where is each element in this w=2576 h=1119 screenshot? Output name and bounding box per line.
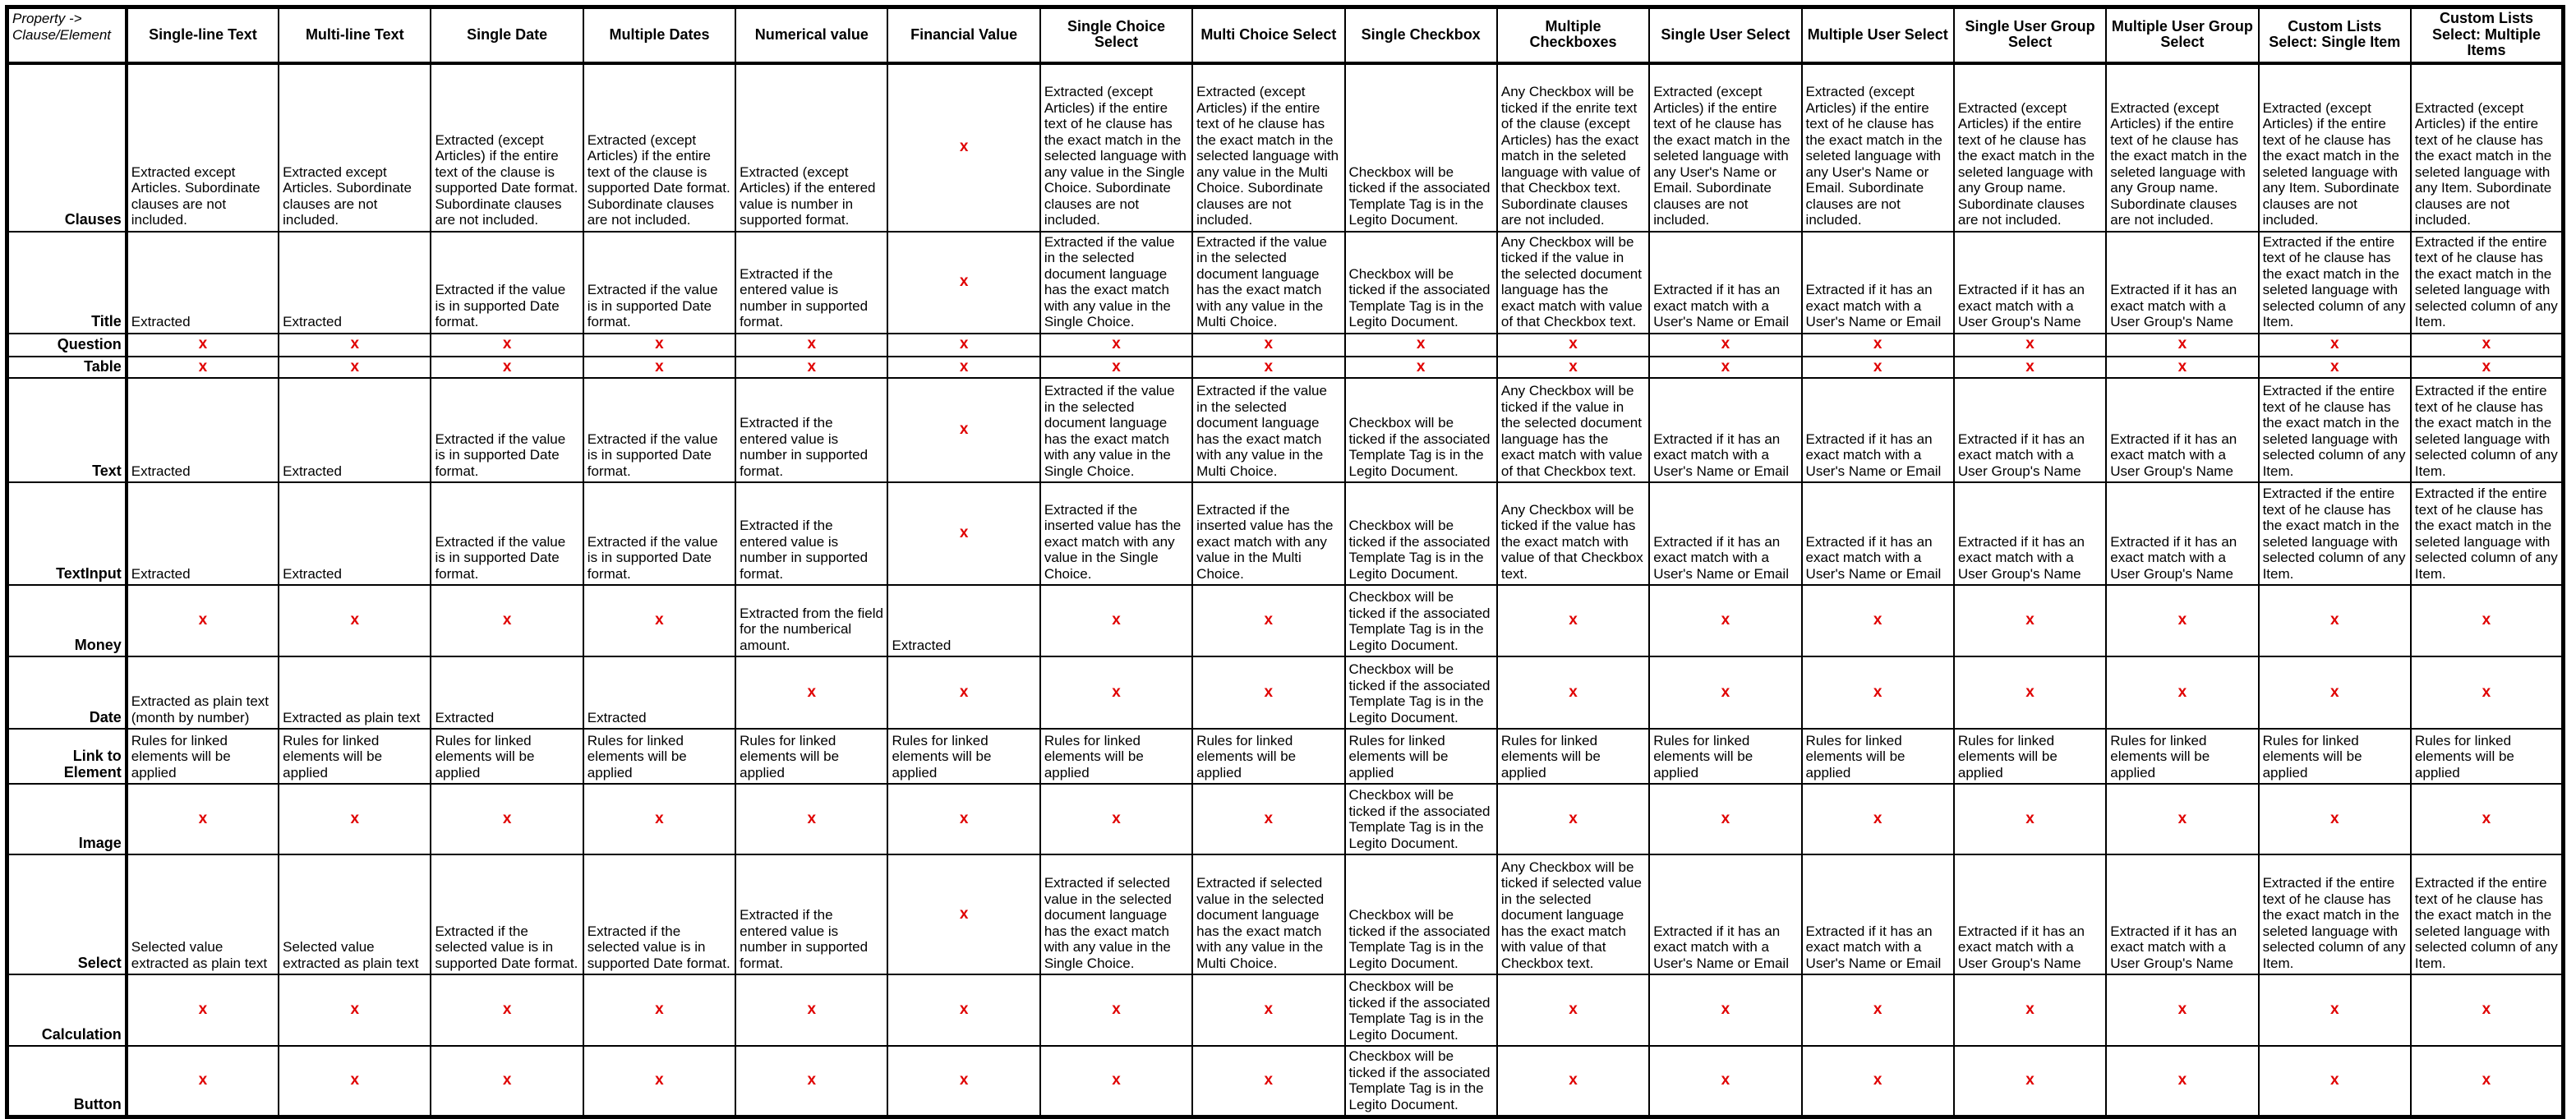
table-cell: Extracted if the entire text of he clause has the exact match in the seleted language with selected column of any Item. <box>2411 378 2564 482</box>
table-cell: Extracted (except Articles) if the entire text of he clause has the exact match in the seleted language with any Item. Subordinate clauses are not included. <box>2259 63 2411 232</box>
column-header: Single-line Text <box>127 7 279 63</box>
table-cell: Extracted (except Articles) if the entire text of he clause has the exact match in the selected language with any value in the Multi Choice. Subordinate clauses are not included. <box>1192 63 1344 232</box>
table-cell: Extracted (except Articles) if the entire text of he clause has the exact match in the seleted language with any Group name. Subordinate clauses are not included. <box>2106 63 2258 232</box>
not-supported-mark: x <box>2106 656 2258 729</box>
column-header: Multi Choice Select <box>1192 7 1344 63</box>
row-header: Select <box>7 854 127 974</box>
table-cell: Extracted if the value is in supported Date format. <box>583 482 735 585</box>
not-supported-mark: x <box>127 585 279 656</box>
not-supported-mark: x <box>431 1046 583 1117</box>
table-cell: Extracted <box>127 482 279 585</box>
table-cell: Checkbox will be ticked if the associated Template Tag is in the Legito Document. <box>1345 378 1497 482</box>
table-cell: Rules for linked elements will be applied <box>1192 729 1344 784</box>
table-cell: Extracted <box>887 585 1039 656</box>
table-cell: Checkbox will be ticked if the associated Template Tag is in the Legito Document. <box>1345 784 1497 854</box>
not-supported-mark: x <box>1497 656 1649 729</box>
not-supported-mark: x <box>1649 585 1801 656</box>
not-supported-mark: x <box>2106 784 2258 854</box>
table-cell: Extracted if it has an exact match with a User's Name or Email <box>1802 482 1954 585</box>
table-cell: Checkbox will be ticked if the associated Template Tag is in the Legito Document. <box>1345 482 1497 585</box>
table-cell: Extracted (except Articles) if the entered value is number in supported format. <box>735 63 887 232</box>
column-header: Multiple Checkboxes <box>1497 7 1649 63</box>
not-supported-mark: x <box>1040 334 1192 357</box>
table-cell: Extracted if the entire text of he clause has the exact match in the seleted language with selected column of any Item. <box>2411 482 2564 585</box>
table-cell: Rules for linked elements will be applied <box>1954 729 2106 784</box>
not-supported-mark: x <box>2411 585 2564 656</box>
not-supported-mark: x <box>583 784 735 854</box>
table-row <box>7 784 2564 854</box>
table-row <box>7 1046 2564 1117</box>
not-supported-mark: x <box>887 357 1039 379</box>
table-cell: Any Checkbox will be ticked if the value in the selected document language has the exact match with value of that Checkbox text. <box>1497 232 1649 334</box>
table-cell: Rules for linked elements will be applied <box>127 729 279 784</box>
table-cell: Extracted <box>431 656 583 729</box>
table-cell: Selected value extracted as plain text <box>279 854 431 974</box>
not-supported-mark: x <box>2259 974 2411 1046</box>
not-supported-mark: x <box>431 357 583 379</box>
not-supported-mark: x <box>127 1046 279 1117</box>
column-header: Single User Group Select <box>1954 7 2106 63</box>
not-supported-mark: x <box>127 784 279 854</box>
table-cell: Rules for linked elements will be applied <box>431 729 583 784</box>
not-supported-mark: x <box>1954 334 2106 357</box>
table-cell: Extracted if it has an exact match with a User Group's Name <box>1954 378 2106 482</box>
not-supported-mark: x <box>1040 656 1192 729</box>
table-row <box>7 585 2564 656</box>
not-supported-mark: x <box>1192 656 1344 729</box>
not-supported-mark: x <box>2411 784 2564 854</box>
not-supported-mark: x <box>1497 585 1649 656</box>
not-supported-mark: x <box>1192 357 1344 379</box>
not-supported-mark: x <box>127 334 279 357</box>
not-supported-mark: x <box>583 334 735 357</box>
not-supported-mark: x <box>2259 334 2411 357</box>
column-header: Financial Value <box>887 7 1039 63</box>
table-cell: Extracted if the inserted value has the exact match with any value in the Multi Choice. <box>1192 482 1344 585</box>
table-cell: Checkbox will be ticked if the associated Template Tag is in the Legito Document. <box>1345 974 1497 1046</box>
column-header: Numerical value <box>735 7 887 63</box>
not-supported-mark: x <box>1345 334 1497 357</box>
table-cell: Extracted if it has an exact match with a User's Name or Email <box>1802 854 1954 974</box>
table-cell: Extracted if it has an exact match with a User's Name or Email <box>1649 378 1801 482</box>
table-cell: Extracted if the entered value is number in supported format. <box>735 482 887 585</box>
not-supported-mark: x <box>735 784 887 854</box>
table-cell: Checkbox will be ticked if the associated Template Tag is in the Legito Document. <box>1345 63 1497 232</box>
header-row <box>7 7 2564 63</box>
row-header: Title <box>7 232 127 334</box>
not-supported-mark: x <box>431 974 583 1046</box>
not-supported-mark: x <box>887 334 1039 357</box>
table-cell: Extracted (except Articles) if the entire text of he clause has the exact match in the seleted language with any Item. Subordinate clauses are not included. <box>2411 63 2564 232</box>
not-supported-mark: x <box>887 378 1039 482</box>
row-header: Date <box>7 656 127 729</box>
table-cell: Extracted if the value is in supported Date format. <box>431 378 583 482</box>
table-cell: Any Checkbox will be ticked if selected value in the selected document language has the exact match with value of that Checkbox text. <box>1497 854 1649 974</box>
table-cell: Extracted as plain text (month by number) <box>127 656 279 729</box>
not-supported-mark: x <box>279 784 431 854</box>
not-supported-mark: x <box>1497 357 1649 379</box>
not-supported-mark: x <box>2106 1046 2258 1117</box>
not-supported-mark: x <box>2411 357 2564 379</box>
table-cell: Extracted except Articles. Subordinate clauses are not included. <box>279 63 431 232</box>
table-cell: Extracted if the value in the selected document language has the exact match with any value in the Single Choice. <box>1040 232 1192 334</box>
table-cell: Rules for linked elements will be applied <box>887 729 1039 784</box>
not-supported-mark: x <box>735 334 887 357</box>
table-body <box>7 63 2564 1117</box>
table-cell: Extracted as plain text <box>279 656 431 729</box>
not-supported-mark: x <box>1497 974 1649 1046</box>
table-cell: Checkbox will be ticked if the associated Template Tag is in the Legito Document. <box>1345 1046 1497 1117</box>
table-cell: Rules for linked elements will be applied <box>2259 729 2411 784</box>
table-cell: Extracted if the entered value is number in supported format. <box>735 854 887 974</box>
table-cell: Rules for linked elements will be applied <box>1345 729 1497 784</box>
table-cell: Extracted <box>583 656 735 729</box>
column-header: Single Choice Select <box>1040 7 1192 63</box>
not-supported-mark: x <box>887 974 1039 1046</box>
column-header: Single Checkbox <box>1345 7 1497 63</box>
not-supported-mark: x <box>1040 585 1192 656</box>
not-supported-mark: x <box>1649 784 1801 854</box>
table-cell: Extracted (except Articles) if the entire text of he clause has the exact match in the seleted language with any User's Name or Email. Subordinate clauses are not included. <box>1649 63 1801 232</box>
not-supported-mark: x <box>1649 656 1801 729</box>
row-header: TextInput <box>7 482 127 585</box>
column-header: Custom Lists Select: Single Item <box>2259 7 2411 63</box>
not-supported-mark: x <box>887 232 1039 334</box>
table-cell: Extracted if the entire text of he clause has the exact match in the seleted language with selected column of any Item. <box>2259 378 2411 482</box>
not-supported-mark: x <box>279 334 431 357</box>
table-row <box>7 63 2564 232</box>
table-cell: Extracted if the entire text of he clause has the exact match in the seleted language with selected column of any Item. <box>2259 232 2411 334</box>
not-supported-mark: x <box>1649 974 1801 1046</box>
not-supported-mark: x <box>583 974 735 1046</box>
not-supported-mark: x <box>1802 585 1954 656</box>
table-cell: Extracted if the selected value is in supported Date format. <box>583 854 735 974</box>
not-supported-mark: x <box>431 334 583 357</box>
not-supported-mark: x <box>2259 656 2411 729</box>
table-cell: Extracted if it has an exact match with a User's Name or Email <box>1802 378 1954 482</box>
table-cell: Extracted if the inserted value has the exact match with any value in the Single Choice. <box>1040 482 1192 585</box>
not-supported-mark: x <box>1192 1046 1344 1117</box>
table-cell: Extracted if the entire text of he clause has the exact match in the seleted language with selected column of any Item. <box>2411 854 2564 974</box>
table-cell: Extracted if the entered value is number in supported format. <box>735 232 887 334</box>
not-supported-mark: x <box>431 585 583 656</box>
not-supported-mark: x <box>1649 334 1801 357</box>
not-supported-mark: x <box>2106 585 2258 656</box>
table-cell: Extracted if it has an exact match with a User Group's Name <box>2106 232 2258 334</box>
not-supported-mark: x <box>1345 357 1497 379</box>
table-cell: Extracted if it has an exact match with a User's Name or Email <box>1649 854 1801 974</box>
not-supported-mark: x <box>2259 357 2411 379</box>
table-cell: Extracted if it has an exact match with a User Group's Name <box>1954 232 2106 334</box>
table-cell: Extracted if the value in the selected document language has the exact match with any value in the Multi Choice. <box>1192 232 1344 334</box>
not-supported-mark: x <box>2259 1046 2411 1117</box>
row-header: Question <box>7 334 127 357</box>
row-header: Money <box>7 585 127 656</box>
table-row <box>7 974 2564 1046</box>
row-header: Button <box>7 1046 127 1117</box>
table-cell: Extracted if it has an exact match with a User's Name or Email <box>1802 232 1954 334</box>
not-supported-mark: x <box>887 784 1039 854</box>
not-supported-mark: x <box>127 357 279 379</box>
table-cell: Checkbox will be ticked if the associated Template Tag is in the Legito Document. <box>1345 585 1497 656</box>
table-cell: Extracted if selected value in the selected document language has the exact match with any value in the Single Choice. <box>1040 854 1192 974</box>
not-supported-mark: x <box>127 974 279 1046</box>
not-supported-mark: x <box>1040 1046 1192 1117</box>
not-supported-mark: x <box>1192 334 1344 357</box>
column-header: Single User Select <box>1649 7 1801 63</box>
not-supported-mark: x <box>735 656 887 729</box>
not-supported-mark: x <box>2411 974 2564 1046</box>
table-cell: Rules for linked elements will be applied <box>1040 729 1192 784</box>
not-supported-mark: x <box>1497 334 1649 357</box>
not-supported-mark: x <box>1497 784 1649 854</box>
table-cell: Any Checkbox will be ticked if the enrite text of the clause (except Articles) has the exact match in the seleted language with value of that Checkbox text. Subordinate clauses are not included. <box>1497 63 1649 232</box>
table-cell: Rules for linked elements will be applied <box>1649 729 1801 784</box>
table-row <box>7 357 2564 379</box>
table-cell: Extracted (except Articles) if the entire text of he clause has the exact match in the seleted language with any Group name. Subordinate clauses are not included. <box>1954 63 2106 232</box>
not-supported-mark: x <box>887 482 1039 585</box>
not-supported-mark: x <box>735 357 887 379</box>
table-row <box>7 729 2564 784</box>
table-cell: Any Checkbox will be ticked if the value in the selected document language has the exact match with value of that Checkbox text. <box>1497 378 1649 482</box>
table-cell: Extracted <box>279 232 431 334</box>
table-cell: Rules for linked elements will be applied <box>279 729 431 784</box>
not-supported-mark: x <box>2106 974 2258 1046</box>
table-row <box>7 656 2564 729</box>
column-header: Multi-line Text <box>279 7 431 63</box>
not-supported-mark: x <box>1954 1046 2106 1117</box>
not-supported-mark: x <box>583 1046 735 1117</box>
not-supported-mark: x <box>279 1046 431 1117</box>
not-supported-mark: x <box>1802 974 1954 1046</box>
not-supported-mark: x <box>1649 1046 1801 1117</box>
not-supported-mark: x <box>1954 784 2106 854</box>
table-cell: Extracted if the value is in supported Date format. <box>583 378 735 482</box>
table-cell: Extracted except Articles. Subordinate clauses are not included. <box>127 63 279 232</box>
not-supported-mark: x <box>1954 585 2106 656</box>
table-cell: Extracted if it has an exact match with a User Group's Name <box>2106 378 2258 482</box>
table-cell: Extracted if the entered value is number in supported format. <box>735 378 887 482</box>
table-cell: Extracted if the value in the selected document language has the exact match with any value in the Single Choice. <box>1040 378 1192 482</box>
row-header: Clauses <box>7 63 127 232</box>
not-supported-mark: x <box>1192 974 1344 1046</box>
table-cell: Checkbox will be ticked if the associated Template Tag is in the Legito Document. <box>1345 854 1497 974</box>
row-header: Table <box>7 357 127 379</box>
not-supported-mark: x <box>1802 357 1954 379</box>
not-supported-mark: x <box>431 784 583 854</box>
not-supported-mark: x <box>2106 334 2258 357</box>
table-cell: Rules for linked elements will be applied <box>1497 729 1649 784</box>
table-cell: Extracted (except Articles) if the entire text of the clause is supported Date format. Subordinate clauses are not included. <box>431 63 583 232</box>
not-supported-mark: x <box>2411 1046 2564 1117</box>
table-cell: Extracted from the field for the numberical amount. <box>735 585 887 656</box>
not-supported-mark: x <box>887 1046 1039 1117</box>
not-supported-mark: x <box>1954 357 2106 379</box>
not-supported-mark: x <box>279 974 431 1046</box>
table-cell: Extracted <box>127 378 279 482</box>
column-header: Single Date <box>431 7 583 63</box>
table-cell: Rules for linked elements will be applied <box>1802 729 1954 784</box>
not-supported-mark: x <box>2411 334 2564 357</box>
table-row <box>7 232 2564 334</box>
not-supported-mark: x <box>1192 585 1344 656</box>
not-supported-mark: x <box>1040 784 1192 854</box>
not-supported-mark: x <box>2411 656 2564 729</box>
column-header: Multiple User Group Select <box>2106 7 2258 63</box>
row-header: Text <box>7 378 127 482</box>
table-cell: Extracted <box>127 232 279 334</box>
table-cell: Extracted if it has an exact match with a User Group's Name <box>2106 854 2258 974</box>
table-cell: Extracted if the selected value is in supported Date format. <box>431 854 583 974</box>
not-supported-mark: x <box>1802 784 1954 854</box>
table-row <box>7 854 2564 974</box>
table-cell: Checkbox will be ticked if the associated Template Tag is in the Legito Document. <box>1345 232 1497 334</box>
not-supported-mark: x <box>1954 974 2106 1046</box>
table-row <box>7 482 2564 585</box>
table-cell: Extracted if it has an exact match with a User Group's Name <box>1954 482 2106 585</box>
table-cell: Extracted if the entire text of he clause has the exact match in the seleted language with selected column of any Item. <box>2259 854 2411 974</box>
not-supported-mark: x <box>2106 357 2258 379</box>
table-cell: Extracted if it has an exact match with a User's Name or Email <box>1649 482 1801 585</box>
table-cell: Extracted <box>279 378 431 482</box>
table-cell: Extracted if the value is in supported Date format. <box>431 232 583 334</box>
row-header: Link to Element <box>7 729 127 784</box>
column-header: Multiple User Select <box>1802 7 1954 63</box>
not-supported-mark: x <box>583 585 735 656</box>
not-supported-mark: x <box>1497 1046 1649 1117</box>
row-header: Calculation <box>7 974 127 1046</box>
table-cell: Extracted if the value is in supported Date format. <box>431 482 583 585</box>
table-cell: Rules for linked elements will be applied <box>2106 729 2258 784</box>
not-supported-mark: x <box>279 357 431 379</box>
table-row <box>7 334 2564 357</box>
not-supported-mark: x <box>887 656 1039 729</box>
table-cell: Extracted if the value in the selected document language has the exact match with any value in the Multi Choice. <box>1192 378 1344 482</box>
table-cell: Extracted if it has an exact match with a User's Name or Email <box>1649 232 1801 334</box>
table-cell: Extracted if it has an exact match with a User Group's Name <box>1954 854 2106 974</box>
table-cell: Extracted (except Articles) if the entire text of he clause has the exact match in the seleted language with any User's Name or Email. Subordinate clauses are not included. <box>1802 63 1954 232</box>
table-cell: Extracted (except Articles) if the entire text of he clause has the exact match in the selected language with any value in the Single Choice. Subordinate clauses are not included. <box>1040 63 1192 232</box>
column-header: Multiple Dates <box>583 7 735 63</box>
not-supported-mark: x <box>1649 357 1801 379</box>
property-mapping-table <box>5 5 2565 1119</box>
not-supported-mark: x <box>279 585 431 656</box>
table-cell: Extracted if the entire text of he clause has the exact match in the seleted language with selected column of any Item. <box>2411 232 2564 334</box>
row-header: Image <box>7 784 127 854</box>
not-supported-mark: x <box>1802 1046 1954 1117</box>
table-cell: Checkbox will be ticked if the associated Template Tag is in the Legito Document. <box>1345 656 1497 729</box>
table-cell: Extracted (except Articles) if the entire text of the clause is supported Date format. Subordinate clauses are not included. <box>583 63 735 232</box>
not-supported-mark: x <box>2259 585 2411 656</box>
not-supported-mark: x <box>887 854 1039 974</box>
not-supported-mark: x <box>887 63 1039 232</box>
table-cell: Selected value extracted as plain text <box>127 854 279 974</box>
table-cell: Rules for linked elements will be applied <box>735 729 887 784</box>
not-supported-mark: x <box>1802 334 1954 357</box>
table-cell: Any Checkbox will be ticked if the value has the exact match with value of that Checkbox text. <box>1497 482 1649 585</box>
not-supported-mark: x <box>735 974 887 1046</box>
table-cell: Extracted if selected value in the selected document language has the exact match with any value in the Multi Choice. <box>1192 854 1344 974</box>
not-supported-mark: x <box>1192 784 1344 854</box>
table-row <box>7 378 2564 482</box>
table-cell: Rules for linked elements will be applied <box>583 729 735 784</box>
table-cell: Extracted if the value is in supported Date format. <box>583 232 735 334</box>
table-cell: Rules for linked elements will be applied <box>2411 729 2564 784</box>
not-supported-mark: x <box>1040 357 1192 379</box>
not-supported-mark: x <box>735 1046 887 1117</box>
not-supported-mark: x <box>583 357 735 379</box>
table-cell: Extracted <box>279 482 431 585</box>
corner-header: Property -> Clause/Element <box>7 7 127 63</box>
not-supported-mark: x <box>1954 656 2106 729</box>
not-supported-mark: x <box>1040 974 1192 1046</box>
not-supported-mark: x <box>1802 656 1954 729</box>
table-cell: Extracted if it has an exact match with a User Group's Name <box>2106 482 2258 585</box>
column-header: Custom Lists Select: Multiple Items <box>2411 7 2564 63</box>
table-cell: Extracted if the entire text of he clause has the exact match in the seleted language with selected column of any Item. <box>2259 482 2411 585</box>
not-supported-mark: x <box>2259 784 2411 854</box>
